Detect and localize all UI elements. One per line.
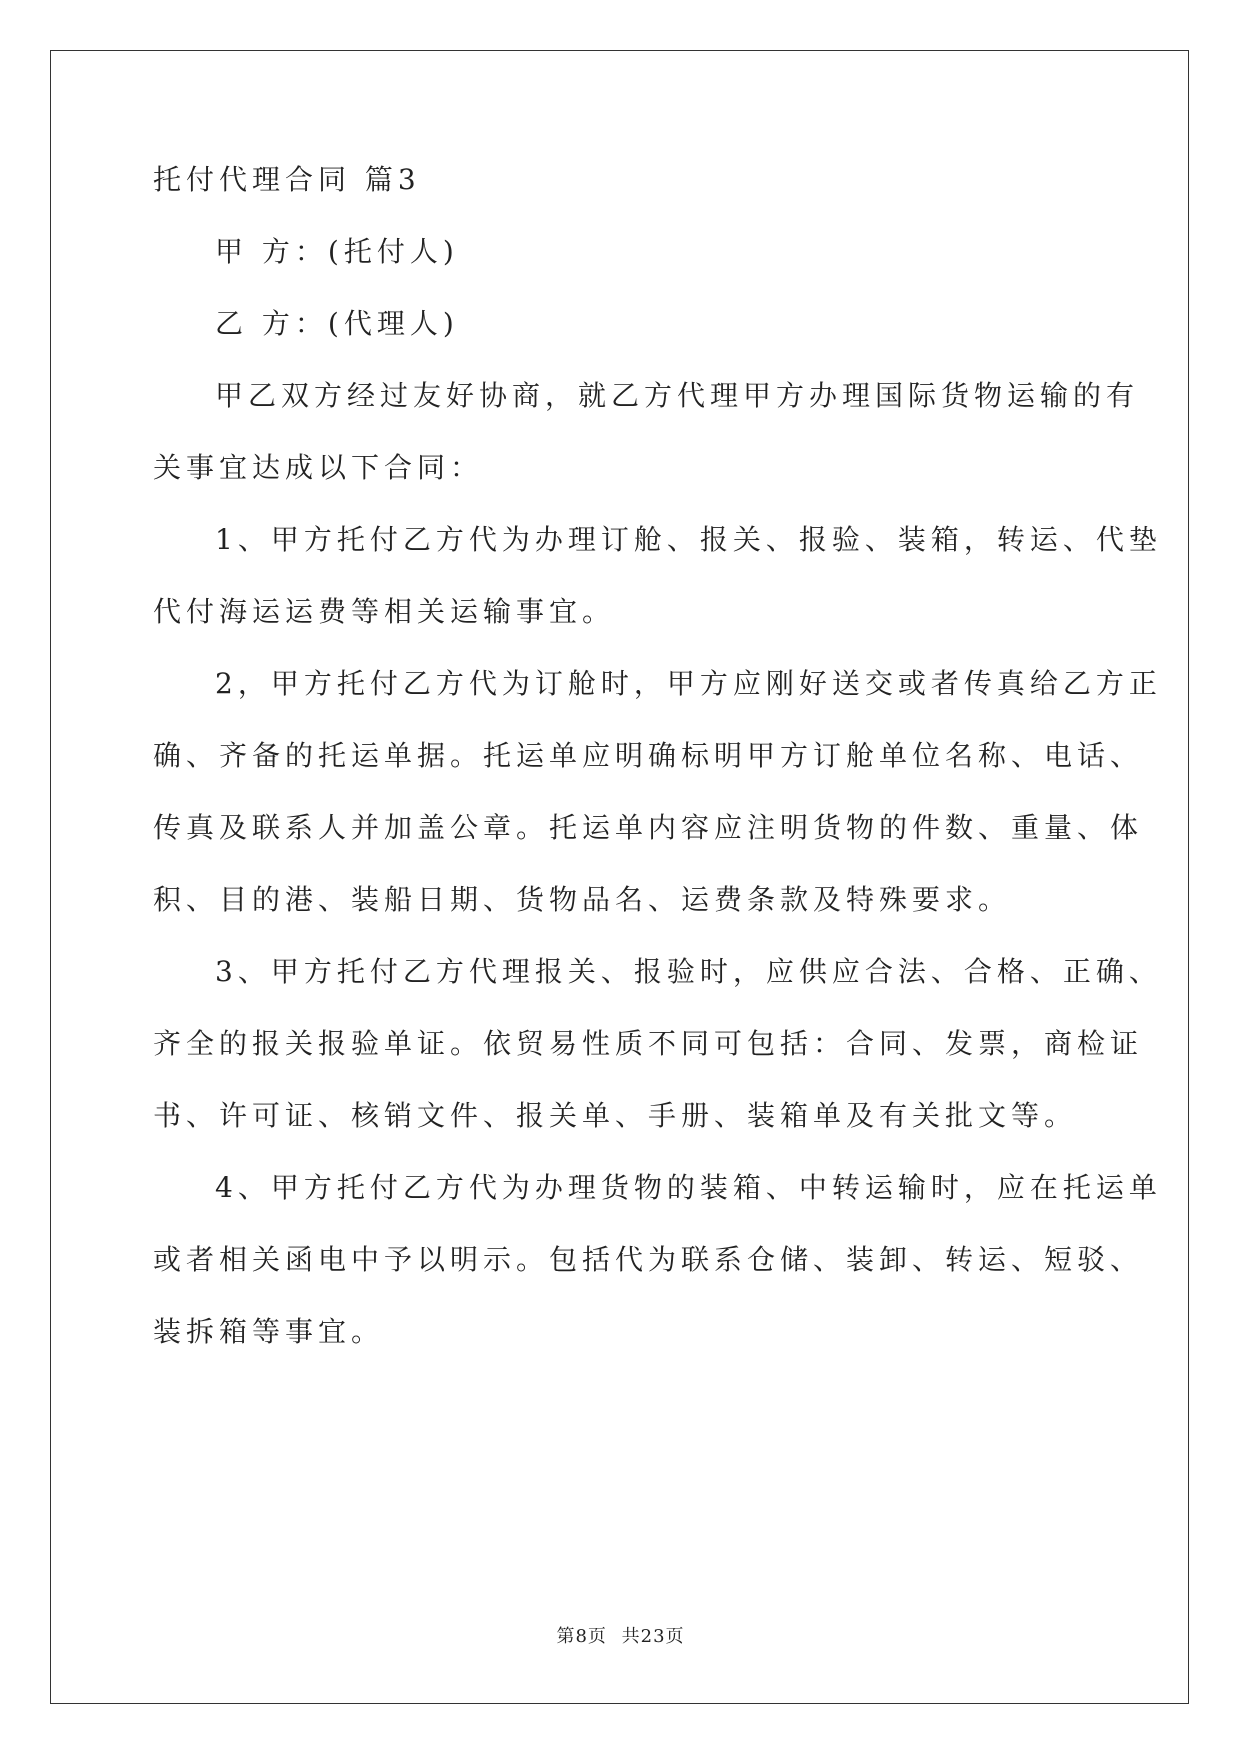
paragraph-line: 1、甲方托付乙方代为办理订舱、报关、报验、装箱，转运、代垫 — [215, 523, 1162, 556]
paragraph-line: 2，甲方托付乙方代为订舱时，甲方应刚好送交或者传真给乙方正 — [215, 667, 1162, 700]
current-page-number: 第8页 — [556, 1626, 607, 1647]
paragraph-line: 齐全的报关报验单证。依贸易性质不同可包括：合同、发票，商检证 — [153, 1027, 1144, 1060]
paragraph-line: 4、甲方托付乙方代为办理货物的装箱、中转运输时，应在托运单 — [215, 1171, 1162, 1204]
page-footer — [0, 1622, 1241, 1648]
paragraph-line: 3、甲方托付乙方代理报关、报验时，应供应合法、合格、正确、 — [215, 955, 1162, 988]
paragraph-line: 代付海运运费等相关运输事宜。 — [153, 595, 616, 628]
paragraph-line: 甲乙双方经过友好协商，就乙方代理甲方办理国际货物运输的有 — [215, 379, 1140, 412]
paragraph-line: 关事宜达成以下合同： — [153, 451, 484, 484]
paragraph-line: 积、目的港、装船日期、货物品名、运费条款及特殊要求。 — [153, 883, 1012, 916]
paragraph-line: 或者相关函电中予以明示。包括代为联系仓储、装卸、转运、短驳、 — [153, 1243, 1144, 1276]
paragraph-line: 确、齐备的托运单据。托运单应明确标明甲方订舱单位名称、电话、 — [153, 739, 1144, 772]
page-border — [50, 50, 1189, 1704]
party-a-line: 甲 方：(托付人) — [215, 235, 459, 268]
paragraph-line: 传真及联系人并加盖公章。托运单内容应注明货物的件数、重量、体 — [153, 811, 1144, 844]
paragraph-line: 书、许可证、核销文件、报关单、手册、装箱单及有关批文等。 — [153, 1099, 1078, 1132]
document-title: 托付代理合同 篇3 — [153, 163, 421, 196]
total-page-count: 共23页 — [621, 1626, 685, 1647]
party-b-line: 乙 方：(代理人) — [215, 307, 459, 340]
paragraph-line: 装拆箱等事宜。 — [153, 1315, 385, 1348]
